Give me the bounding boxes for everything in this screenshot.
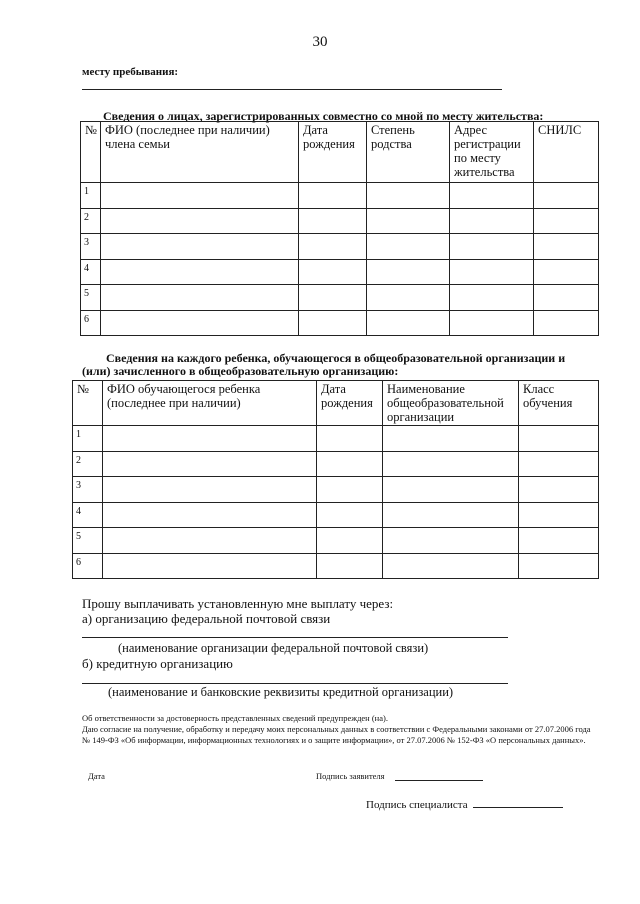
postal-organization-line[interactable]	[82, 637, 508, 638]
snils-cell[interactable]	[534, 259, 599, 285]
fullname-cell[interactable]	[101, 208, 299, 234]
snils-cell[interactable]	[534, 208, 599, 234]
table-header-row	[81, 122, 599, 183]
address-cell[interactable]	[450, 310, 534, 336]
school-cell[interactable]	[383, 502, 519, 528]
snils-cell[interactable]	[534, 183, 599, 209]
specialist-signature-line[interactable]	[473, 807, 563, 808]
row-number: 4	[73, 502, 103, 528]
table-row	[73, 426, 599, 452]
relation-cell[interactable]	[367, 208, 450, 234]
payment-option-credit: б) кредитную организацию	[82, 656, 233, 671]
grade-cell[interactable]	[519, 426, 599, 452]
address-cell[interactable]	[450, 234, 534, 260]
birthdate-cell[interactable]	[317, 477, 383, 503]
child-name-cell[interactable]	[103, 451, 317, 477]
relation-cell[interactable]	[367, 183, 450, 209]
row-number: 6	[81, 310, 101, 336]
row-number: 3	[81, 234, 101, 260]
fullname-cell[interactable]	[101, 234, 299, 260]
school-cell[interactable]	[383, 553, 519, 579]
child-name-cell[interactable]	[103, 502, 317, 528]
child-name-cell[interactable]	[103, 528, 317, 554]
birthdate-cell[interactable]	[299, 259, 367, 285]
relation-cell[interactable]	[367, 234, 450, 260]
table2-title-line2: (или) зачисленного в общеобразовательную организацию:	[82, 364, 399, 378]
postal-organization-caption: (наименование организации федеральной почтовой связи)	[118, 641, 429, 655]
snils-cell[interactable]	[534, 285, 599, 311]
legal-notice	[82, 713, 600, 746]
applicant-signature-label: Подпись заявителя	[316, 771, 385, 781]
row-number: 2	[81, 208, 101, 234]
table-row	[81, 183, 599, 209]
col-school-header: Наименование общеобразовательной организации	[383, 381, 519, 426]
grade-cell[interactable]	[519, 553, 599, 579]
col-snils-header: СНИЛС	[534, 122, 599, 183]
grade-cell[interactable]	[519, 502, 599, 528]
table-row	[81, 310, 599, 336]
child-name-cell[interactable]	[103, 553, 317, 579]
date-label: Дата	[88, 771, 105, 781]
row-number: 5	[73, 528, 103, 554]
stay-label: месту пребывания:	[82, 66, 179, 78]
birthdate-cell[interactable]	[317, 451, 383, 477]
col-number-header: №	[81, 122, 101, 183]
stay-address-line[interactable]	[82, 89, 502, 90]
table2-title-line1: Сведения на каждого ребенка, обучающегося в общеобразовательной организации и	[106, 351, 566, 365]
table-row	[73, 528, 599, 554]
children-table	[72, 380, 599, 579]
applicant-signature-line[interactable]	[395, 780, 483, 781]
col-relation-header: Степень родства	[367, 122, 450, 183]
address-cell[interactable]	[450, 208, 534, 234]
birthdate-cell[interactable]	[299, 310, 367, 336]
relation-cell[interactable]	[367, 285, 450, 311]
col-birthdate-header: Дата рождения	[317, 381, 383, 426]
table-row	[73, 477, 599, 503]
row-number: 3	[73, 477, 103, 503]
col-fullname-header: ФИО (последнее при наличии) члена семьи	[101, 122, 299, 183]
fullname-cell[interactable]	[101, 183, 299, 209]
table2-title	[82, 352, 602, 378]
birthdate-cell[interactable]	[317, 553, 383, 579]
grade-cell[interactable]	[519, 477, 599, 503]
snils-cell[interactable]	[534, 234, 599, 260]
col-address-header: Адрес регистрации по месту жительства	[450, 122, 534, 183]
credit-organization-line[interactable]	[82, 683, 508, 684]
row-number: 1	[81, 183, 101, 209]
school-cell[interactable]	[383, 477, 519, 503]
table-row	[73, 553, 599, 579]
row-number: 4	[81, 259, 101, 285]
responsibility-notice: Об ответственности за достоверность представленных сведений предупрежден (на).	[82, 713, 388, 723]
table1-title: Сведения о лицах, зарегистрированных совместно со мной по месту жительства:	[103, 109, 544, 123]
table-row	[73, 451, 599, 477]
table-row	[81, 208, 599, 234]
fullname-cell[interactable]	[101, 259, 299, 285]
credit-organization-caption: (наименование и банковские реквизиты кредитной организации)	[108, 685, 454, 699]
cohabitants-table	[80, 121, 599, 336]
fullname-cell[interactable]	[101, 310, 299, 336]
row-number: 2	[73, 451, 103, 477]
page-number: 30	[312, 34, 328, 50]
table-row	[73, 502, 599, 528]
row-number: 6	[73, 553, 103, 579]
col-grade-header: Класс обучения	[519, 381, 599, 426]
fullname-cell[interactable]	[101, 285, 299, 311]
birthdate-cell[interactable]	[317, 528, 383, 554]
row-number: 1	[73, 426, 103, 452]
relation-cell[interactable]	[367, 259, 450, 285]
birthdate-cell[interactable]	[299, 234, 367, 260]
school-cell[interactable]	[383, 451, 519, 477]
specialist-signature-label: Подпись специалиста	[366, 799, 468, 811]
school-cell[interactable]	[383, 528, 519, 554]
col-number-header: №	[73, 381, 103, 426]
address-cell[interactable]	[450, 183, 534, 209]
address-cell[interactable]	[450, 259, 534, 285]
birthdate-cell[interactable]	[299, 285, 367, 311]
payment-intro: Прошу выплачивать установленную мне выплату через:	[82, 596, 394, 611]
table-row	[81, 259, 599, 285]
grade-cell[interactable]	[519, 451, 599, 477]
consent-notice: Даю согласие на получение, обработку и передачу моих персональных данных в соответствии с Федеральными законами от 27.07.2006 года № 149-ФЗ «Об информации, информационных технологиях и о защите информации», от 27.07.2006 № 152-ФЗ «О персональных данных».	[82, 724, 591, 745]
birthdate-cell[interactable]	[299, 208, 367, 234]
birthdate-cell[interactable]	[317, 502, 383, 528]
birthdate-cell[interactable]	[317, 426, 383, 452]
table-row	[81, 285, 599, 311]
child-name-cell[interactable]	[103, 477, 317, 503]
row-number: 5	[81, 285, 101, 311]
col-birthdate-header: Дата рождения	[299, 122, 367, 183]
table-row	[81, 234, 599, 260]
payment-option-postal: а) организацию федеральной почтовой связи	[82, 611, 331, 626]
snils-cell[interactable]	[534, 310, 599, 336]
col-child-name-header: ФИО обучающегося ребенка (последнее при наличии)	[103, 381, 317, 426]
child-name-cell[interactable]	[103, 426, 317, 452]
relation-cell[interactable]	[367, 310, 450, 336]
school-cell[interactable]	[383, 426, 519, 452]
address-cell[interactable]	[450, 285, 534, 311]
grade-cell[interactable]	[519, 528, 599, 554]
birthdate-cell[interactable]	[299, 183, 367, 209]
table-header-row	[73, 381, 599, 426]
